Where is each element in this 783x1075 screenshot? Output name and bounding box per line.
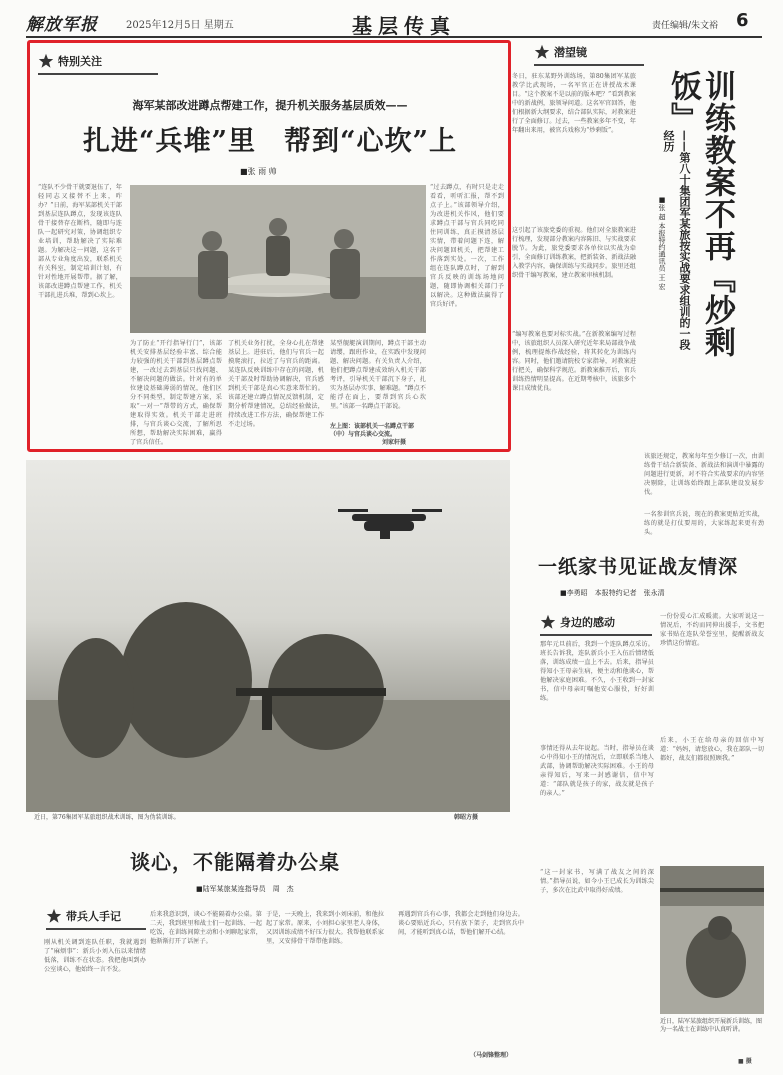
drone-photo-caption: 近日，第76集团军某旅组织战术训练，图为伪装训练。 bbox=[34, 814, 180, 821]
section-title: 基层传真 bbox=[352, 14, 456, 38]
talk-title: 谈心，不能隔着办公桌 bbox=[130, 850, 340, 874]
letter-byline: ■李勇昭 本报特约记者 张永清 bbox=[560, 589, 665, 597]
feature-col-2: “过去蹲点，有时只是走走看看，听听汇报，帮不到点子上。”该部领导介绍，为改进机关作风，他们要求蹲点干部与官兵同吃同住同训练，真正摸清基层实情，带着问题下连，解决问题回机关，把帮建工作落到实处。一次，工作组在连队蹲点时，了解到官兵反映的训练场地问题，随即协调相关部门予以解决。这种做法赢得了官兵好评。 bbox=[430, 184, 504, 308]
feature-photo-scene bbox=[130, 185, 426, 333]
star-icon bbox=[46, 908, 62, 924]
talk-sign: （马剑锋整理） bbox=[470, 1052, 513, 1059]
sidebar-text-2: 这引起了该旅党委的重视。他们对全旅教案进行梳理，发现部分教案内容陈旧、与实战要求脱节。为此，旅党委要求各单位以实战为牵引，全面修订训练教案，把新装备、新战法融入教学内容，确保训练与实战同步。旅里还组织骨干编写教案，建立教案审核机制。 bbox=[512, 227, 636, 279]
letter-photo bbox=[660, 866, 764, 1014]
letter-photo-caption: 近日，陆军某旅组织开展新兵训练，图为一名战士在训练中认真听讲。 bbox=[660, 1018, 763, 1033]
feature-photo-credit: 刘家轩摄 bbox=[382, 439, 407, 446]
sidebar-head-rule bbox=[534, 64, 644, 66]
letter-column-label: 身边的感动 bbox=[560, 616, 615, 629]
talk-byline: ■陆军某旅某连指导员 周 杰 bbox=[196, 885, 294, 893]
letter-text-2: 事情还得从去年说起。当时，指导员在谈心中得知小王的情况后，立即联系当地人武部，协调帮助解决实际困难。小王的母亲得知后，写来一封感谢信，信中写道：“部队就是孩子的家，战友就是孩子的亲人。” bbox=[540, 745, 654, 797]
letter-column-head bbox=[540, 614, 652, 630]
feature-col-3: 为了防止“开行指导行门”，该部机关安排基层经验丰富、综合能力较强的机关干部到基层蹲点帮建，一改过去到基层只找问题、不解决问题的做法。针对有的单位建设基础薄弱的情况，他们区分不同类型，制定帮建方案，采取“一对一”帮带的方式，确保帮建取得实效。机关干部走进班排，与官兵谈心交流，了解所思所想，帮助解决实际困难，赢得了官兵信任。 bbox=[130, 340, 222, 446]
feature-article[interactable] bbox=[27, 40, 511, 452]
feature-col-5: 某型舰艇演训期间，蹲点干部主动请缨，跟班作业，在实践中发现问题、解决问题。有关负责人介绍，他们把蹲点帮建成效纳入机关干部考评，引导机关干部沉下身子，扎实为基层办实事、解难题。“蹲点不能浮在面上，要帮到官兵心坎里。”该部一名蹲点干部说。 bbox=[330, 340, 426, 410]
feature-photo-note: 左上图：该部机关一名蹲点干部（中）与官兵谈心交流。 bbox=[330, 423, 415, 438]
drone-photo bbox=[26, 460, 510, 812]
talk-text-2: 后来我意识到，谈心不能隔着办公桌。第二天，我到班里和战士们一起训练、一起吃饭，在训练间隙主动和小刘聊起家常，他渐渐打开了话匣子。 bbox=[150, 911, 262, 945]
letter-text-3: “这一封家书，写满了战友之间的深情。”指导员说，如今小王已成长为训练尖子，多次在比武中取得好成绩。 bbox=[540, 869, 654, 894]
feature-column-label: 特别关注 bbox=[58, 55, 102, 68]
letter-title: 一纸家书见证战友情深 bbox=[538, 556, 739, 578]
issue-date: 2025年12月5日 星期五 bbox=[126, 20, 234, 31]
letter-photo-credit: ■ 摄 bbox=[738, 1058, 752, 1065]
star-icon bbox=[38, 53, 54, 69]
sidebar-vertical-title: 训练教案不再『炒剩饭』 bbox=[665, 70, 735, 358]
masthead bbox=[26, 8, 762, 38]
talk-text-3: 于是，一天晚上，我来到小刘床前，和他拉起了家常。原来，小刘担心家里老人身体，又因训练成绩不好压力很大。我帮他联系家里，又安排骨干帮带他训练。 bbox=[266, 911, 384, 945]
newspaper-logo: 解放军报 bbox=[26, 15, 98, 35]
sidebar-vertical-subtitle: ——第八十集团军某旅按实战要求组训的一段经历 bbox=[662, 130, 691, 350]
sidebar-vertical-byline: ■张 超 本报特约通讯员 王 宏 bbox=[658, 196, 666, 290]
feature-col-1: “连队不少骨干就要退伍了，年轻同志又接替不上来，咋办？”日前，海军某部机关干部到基层连队蹲点，发现该连队骨干接替存在断档，随即与连队一起研究对策，协调组织专业培训，帮助解决了实际难题。为解决这一问题，这名干部从专业角度出发，联系机关有关科室，制定培训计划，有针对性地开展帮带。据了解，该部改进蹲点帮建工作，机关干部扎进兵堆，帮到心坎上。 bbox=[38, 184, 122, 299]
feature-photo bbox=[130, 185, 426, 333]
feature-subtitle: 海军某部改进蹲点帮建工作，提升机关服务基层质效—— bbox=[132, 99, 408, 112]
editor-credit: 责任编辑/朱文裕 bbox=[652, 21, 719, 31]
feature-byline: ■张 雨 帅 bbox=[240, 167, 277, 176]
feature-col-4: 了机关业务打扰，全身心扎在帮建基层上。进驻后，他们与官兵一起摸爬滚打，拉近了与官兵的距离。某连队反映训练中存在的问题，机关干部及时帮助协调解决，官兵感到机关干部是真心实意来帮忙的。该部还建立蹲点情况反馈机制，定期分析帮建情况，总结经验做法，持续改进工作方法，确保帮建工作不走过场。 bbox=[228, 340, 324, 428]
letter-photo-scene bbox=[660, 866, 764, 1014]
letter-head-rule bbox=[540, 634, 652, 636]
sidebar-text-4: 该旅还规定，教案每年至少修订一次，由训练骨干结合新装备、新战法和演训中暴露的问题进行更新，对不符合实战要求的内容坚决剔除，让训练始终跟上部队建设发展步伐。 bbox=[644, 453, 764, 496]
drone-photo-scene bbox=[26, 460, 510, 812]
feature-column-head bbox=[38, 53, 158, 69]
star-icon bbox=[534, 44, 550, 60]
star-icon bbox=[540, 614, 556, 630]
talk-head-rule bbox=[46, 928, 146, 930]
talk-text-1: 刚从机关调到连队任职，我就遇到了“麻烦事”：新兵小刘入伍以来情绪低落，训练不在状态。我把他叫到办公室谈心，他始终一言不发。 bbox=[44, 939, 146, 973]
talk-column-head bbox=[46, 908, 146, 924]
drone-photo-credit: 韩昭方摄 bbox=[454, 814, 479, 821]
feature-headline: 扎进“兵堆”里 帮到“心坎”上 bbox=[82, 126, 458, 157]
talk-column-label: 带兵人手记 bbox=[66, 910, 121, 923]
sidebar-column-label: 潜望镜 bbox=[554, 46, 587, 59]
sidebar-text-5: 一名参训官兵说，现在的教案更贴近实战，练的就是打仗要用的，大家练起来更有劲头。 bbox=[644, 511, 764, 536]
sidebar-text-1: 冬日，驻东某野外训练场，第80集团军某旅教学比武现场，一名军官正在讲授战术课目。“这个教案不是以前的版本吧？”看到教案中的新战例，旅领导问道。这名军官回答，他们根据新大纲要求，结合部队实际，对教案进行了全面修订。过去，一些教案多年不变，年年翻出来用，被官兵戏称为“炒剩饭”。 bbox=[512, 73, 636, 134]
feature-head-rule bbox=[38, 73, 158, 75]
letter-text-4: 一份份爱心汇成暖流。大家听说这一情况后，不约而同伸出援手，文书把家书贴在连队荣誉室里，提醒新战友珍惜这份情谊。 bbox=[660, 613, 764, 647]
letter-text-1: 那年元旦前后，我到一个连队蹲点采访。班长告诉我，连队新兵小王入伍后情绪低落，训练成绩一直上不去。后来，指导员得知小王母亲生病，便主动和他谈心，帮他解决家庭困难。不久，小王收到一封家书，信中母亲叮嘱他安心服役，好好训练。 bbox=[540, 641, 654, 702]
talk-text-4: 再遇到官兵有心事，我都会走到他们身边去。谈心要贴近兵心，只有放下架子，走到官兵中间，才能听到真心话，帮他们解开心结。 bbox=[398, 911, 524, 936]
sidebar-text-3: “编写教案也要对标实战。”在新教案编写过程中，该旅组织人员深入研究近年来局部战争战例，梳理提炼作战经验，将其转化为训练内容。同时，他们邀请院校专家指导，对教案进行把关，确保科学规范。新教案推开后，官兵训练热情明显提高。在近期考核中，该旅多个课目成绩优良。 bbox=[512, 331, 636, 392]
sidebar-column-head bbox=[534, 44, 644, 60]
page-number: 6 bbox=[736, 10, 749, 31]
letter-text-5: 后来，小王在给母亲的回信中写道：“妈妈，请您放心，我在部队一切都好，战友们都很照顾我。” bbox=[660, 737, 764, 762]
